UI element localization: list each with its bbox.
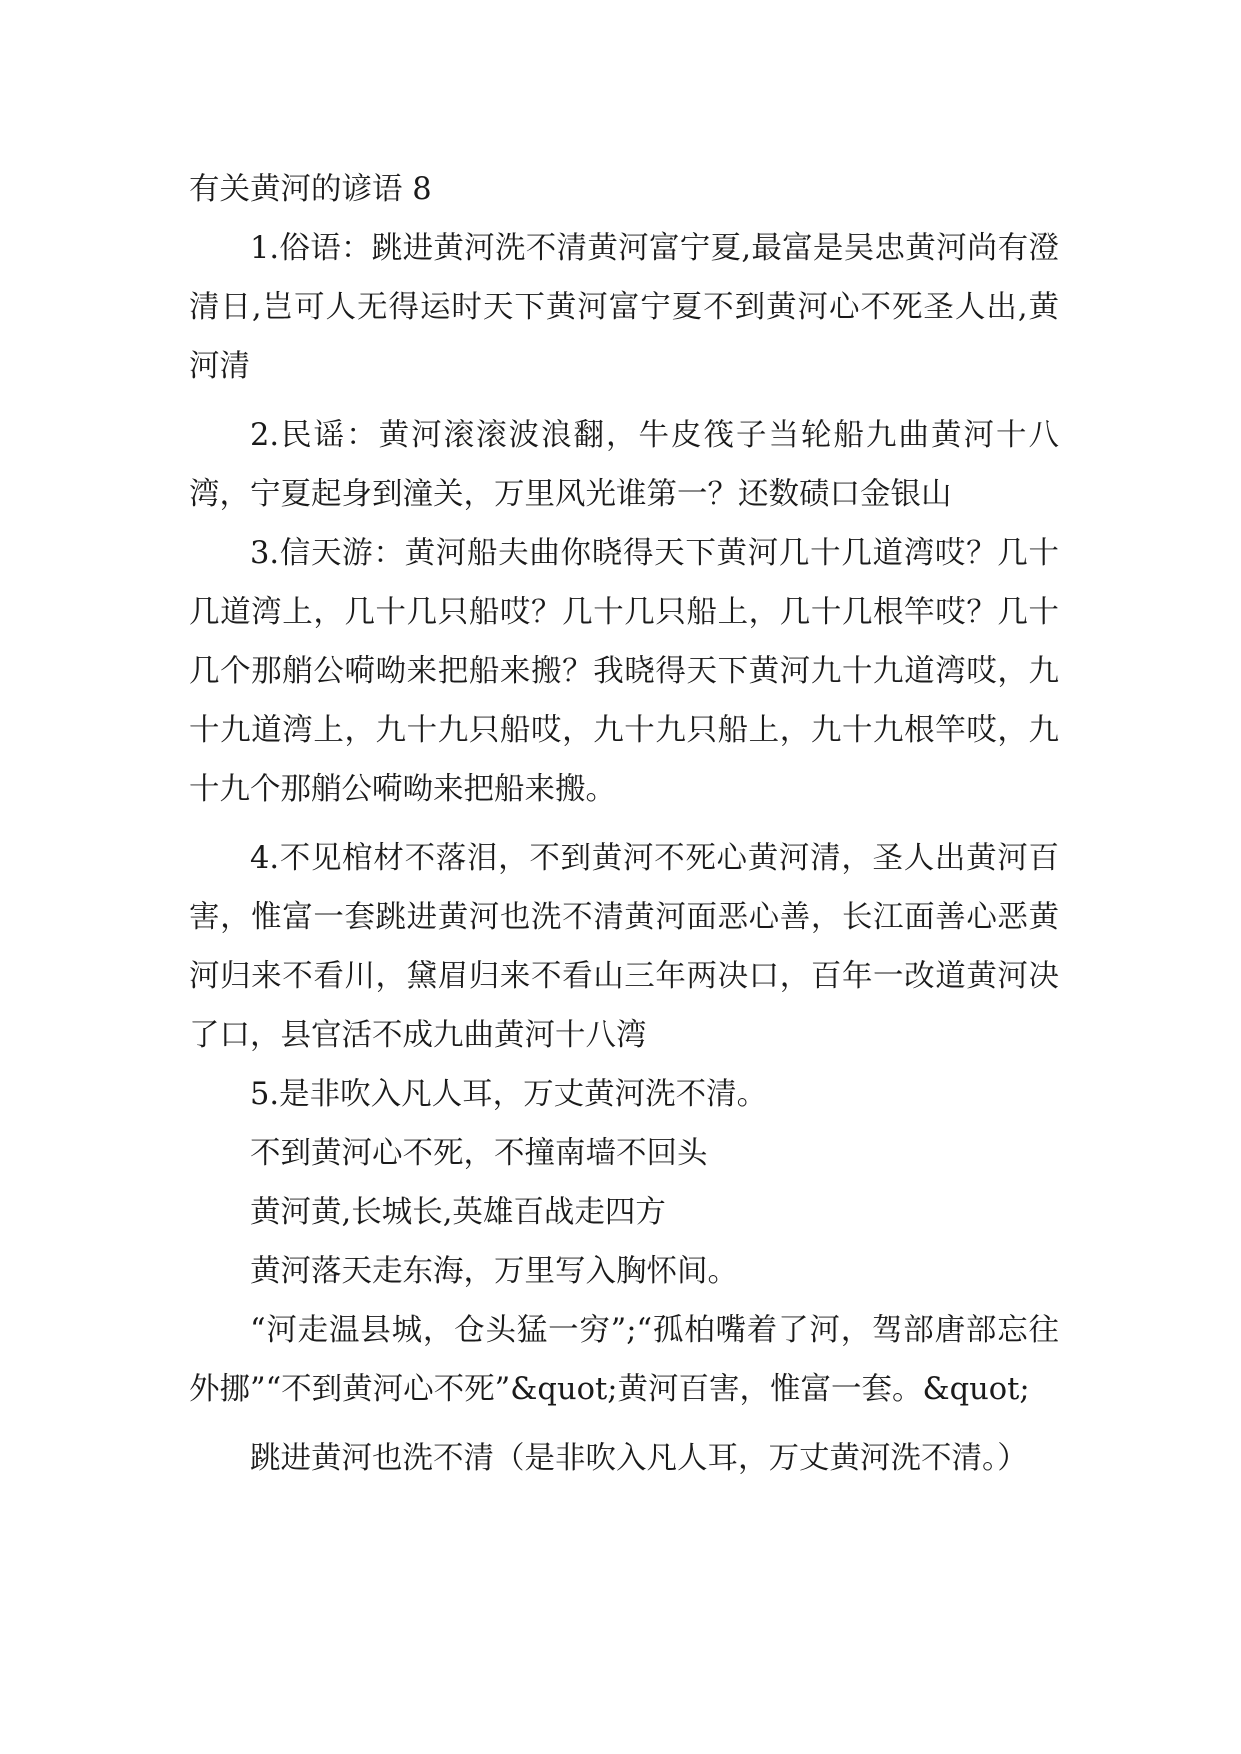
- paragraph-folk-songs: 2.民谣：黄河滚滚波浪翻，牛皮筏子当轮船九曲黄河十八湾，宁夏起身到潼关，万里风光谁第一？还数碛口金银山: [189, 418, 1059, 512]
- proverb-line: 黄河落天走东海，万里写入胸怀间。: [250, 1254, 738, 1289]
- proverb-line: 黄河黄,长城长,英雄百战走四方: [250, 1195, 666, 1230]
- paragraph-xintianyou: 3.信天游：黄河船夫曲你晓得天下黄河几十几道湾哎？几十几道湾上，几十几只船哎？几十几只船上，几十几根竿哎？几十几个那艄公嗬呦来把船来搬？我晓得天下黄河九十九道湾哎，九十九道湾上，九十九只船哎，九十九只船上，九十九根竿哎，九十九个那艄公嗬呦来把船来搬。: [189, 536, 1059, 807]
- paragraph-proverbs: 4.不见棺材不落泪，不到黄河不死心黄河清，圣人出黄河百害，惟富一套跳进黄河也洗不清黄河面恶心善，长江面善心恶黄河归来不看川，黛眉归来不看山三年两决口，百年一改道黄河决了口，县官活不成九曲黄河十八湾: [189, 841, 1059, 1053]
- paragraph-closing: 跳进黄河也洗不清（是非吹入凡人耳，万丈黄河洗不清。）: [250, 1441, 1028, 1476]
- document-body: [189, 160, 1059, 1488]
- proverb-line: 5.是非吹入凡人耳，万丈黄河洗不清。: [250, 1077, 768, 1112]
- paragraph-local-sayings: “河走温县城，仓头猛一穷”;“孤柏嘴着了河，驾部唐部忘往外挪”“不到黄河心不死”&quot;黄河百害，惟富一套。&quot;: [189, 1313, 1059, 1407]
- proverb-line: 不到黄河心不死，不撞南墙不回头: [250, 1136, 708, 1171]
- paragraph-folk-sayings: 1.俗语：跳进黄河洗不清黄河富宁夏,最富是吴忠黄河尚有澄清日,岂可人无得运时天下黄河富宁夏不到黄河心不死圣人出,黄河清: [189, 231, 1059, 384]
- document-title: 有关黄河的谚语 8: [189, 172, 432, 207]
